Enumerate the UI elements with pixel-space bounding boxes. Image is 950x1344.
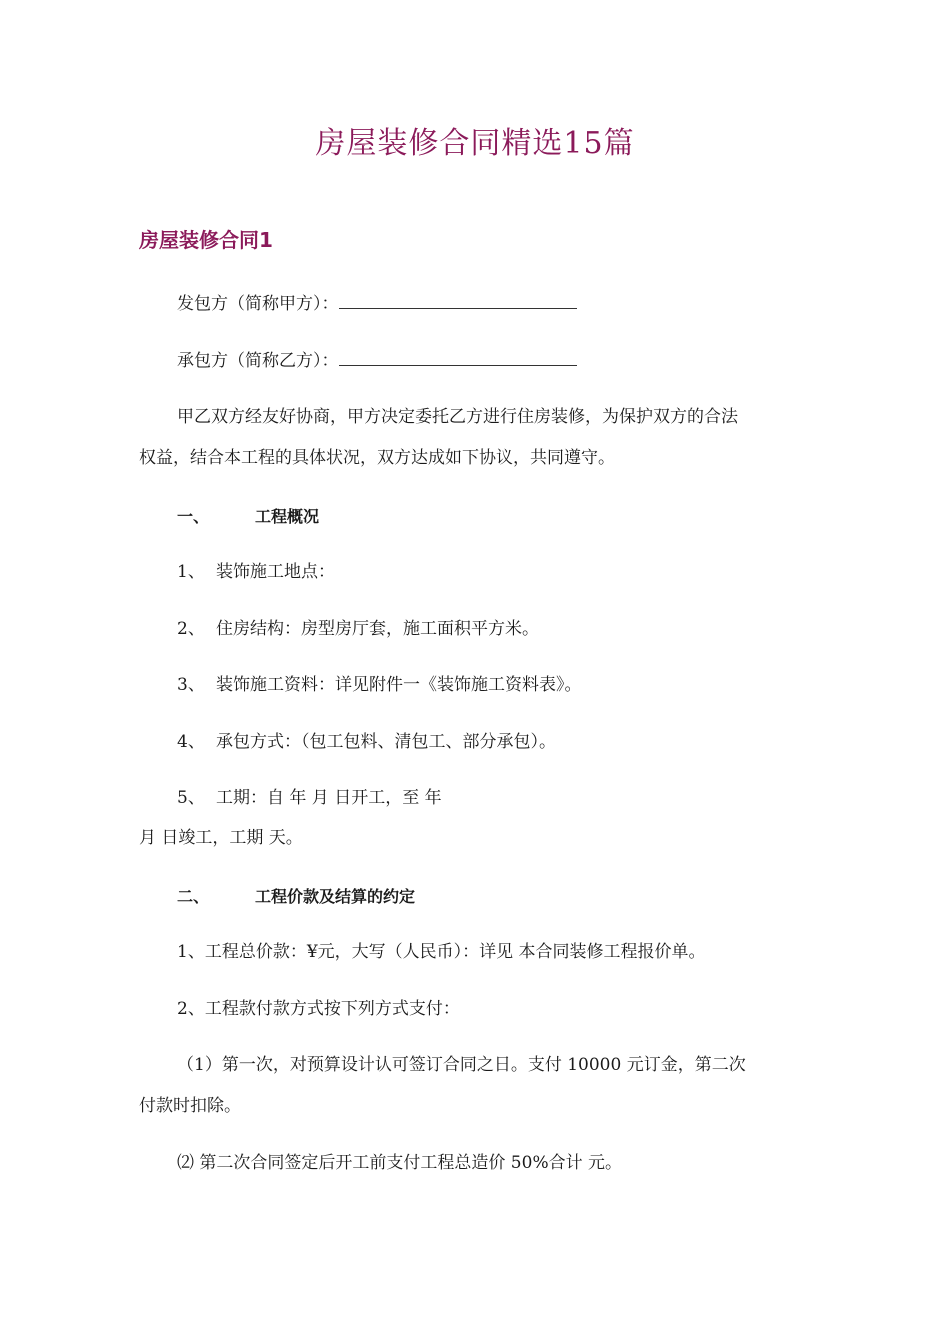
party-a-label: 发包方（简称甲方）：	[177, 294, 339, 314]
item-5-text: 工期：自 年 月 日开工，至 年	[216, 788, 442, 808]
item-4-number: 4、	[177, 732, 205, 752]
item-1-number: 1、	[177, 562, 205, 582]
party-b-line	[177, 349, 577, 373]
item-5-number: 5、	[177, 788, 205, 808]
payment-clause-3-line-2: 付款时扣除。	[139, 1096, 241, 1116]
payment-clause-2: 2、工程款付款方式按下列方式支付：	[177, 999, 460, 1019]
item-5-continuation: 月 日竣工，工期 天。	[139, 828, 303, 848]
section-2-number: 二、	[177, 887, 210, 906]
item-1-text: 装饰施工地点：	[216, 562, 335, 582]
party-a-line	[177, 292, 577, 316]
payment-clause-4: ⑵ 第二次合同签定后开工前支付工程总造价 50%合计 元。	[177, 1153, 622, 1173]
item-3-number: 3、	[177, 675, 205, 695]
intro-line-2: 权益，结合本工程的具体状况，双方达成如下协议，共同遵守。	[139, 448, 615, 468]
intro-line-1: 甲乙双方经友好协商，甲方决定委托乙方进行住房装修，为保护双方的合法	[177, 407, 738, 427]
section-1-title: 工程概况	[255, 507, 320, 526]
party-b-label: 承包方（简称乙方）：	[177, 351, 339, 371]
party-a-blank	[339, 292, 577, 309]
item-3-text: 装饰施工资料：详见附件一《装饰施工资料表》。	[216, 675, 582, 695]
payment-clause-1: 1、工程总价款：¥元，大写（人民币）：详见 本合同装修工程报价单。	[177, 942, 706, 962]
section-1-number: 一、	[177, 507, 210, 526]
item-2-text: 住房结构：房型房厅套，施工面积平方米。	[216, 619, 539, 639]
payment-clause-3-line-1: （1）第一次，对预算设计认可签订合同之日。支付 10000 元订金，第二次	[177, 1055, 746, 1075]
item-2-number: 2、	[177, 619, 205, 639]
contract-subtitle: 房屋装修合同1	[139, 228, 273, 252]
party-b-blank	[339, 349, 577, 366]
item-4-text: 承包方式：（包工包料、清包工、部分承包）。	[216, 732, 556, 752]
section-2-title: 工程价款及结算的约定	[255, 887, 416, 906]
document-title: 房屋装修合同精选15篇	[315, 126, 635, 161]
